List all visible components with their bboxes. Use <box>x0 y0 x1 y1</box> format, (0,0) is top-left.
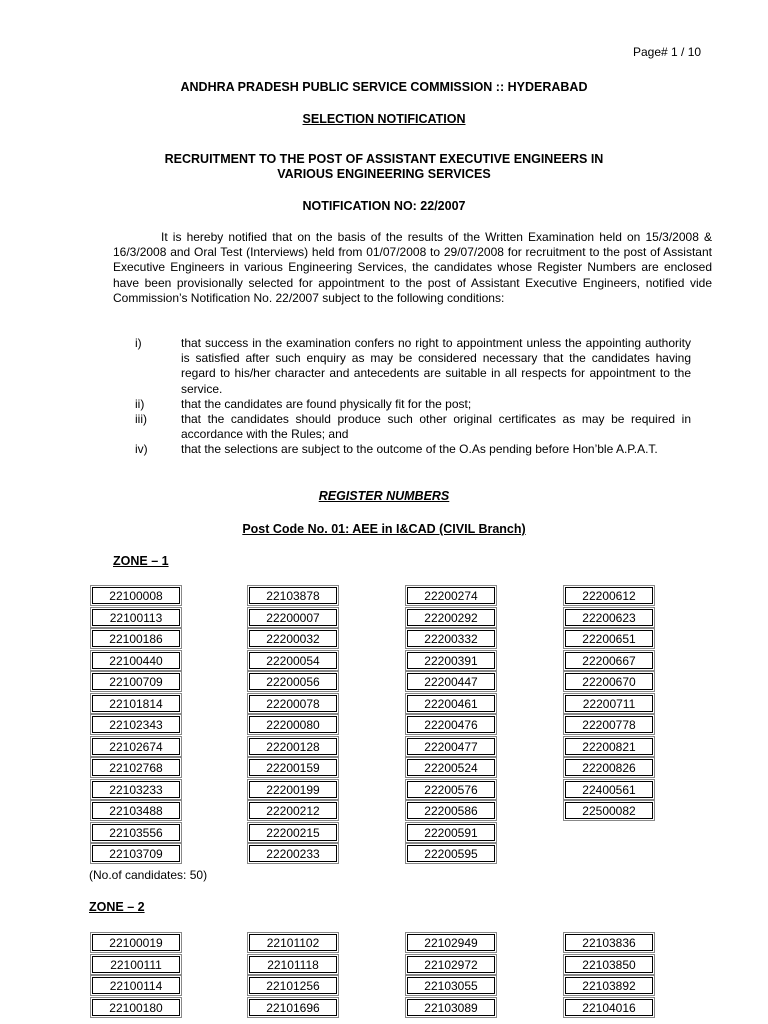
register-number-cell: 22103488 <box>92 802 180 819</box>
register-number-cell: 22103709 <box>92 845 180 862</box>
register-number-cell: 22200826 <box>565 759 653 776</box>
register-number-cell: 22103878 <box>249 587 337 604</box>
register-number-cell: 22200332 <box>407 630 495 647</box>
register-number-cell: 22200476 <box>407 716 495 733</box>
register-number-cell: 22200212 <box>249 802 337 819</box>
register-number-cell: 22100113 <box>92 609 180 626</box>
register-number-cell: 22200215 <box>249 824 337 841</box>
notification-number: NOTIFICATION NO: 22/2007 <box>302 199 466 213</box>
condition-number: i) <box>135 336 142 350</box>
condition-number: ii) <box>135 397 145 411</box>
register-numbers-heading: REGISTER NUMBERS <box>318 489 450 503</box>
register-number-cell: 22200391 <box>407 652 495 669</box>
register-number-cell: 22101814 <box>92 695 180 712</box>
register-number-cell: 22200591 <box>407 824 495 841</box>
register-number-cell: 22100180 <box>92 999 180 1016</box>
register-number-cell: 22100019 <box>92 934 180 951</box>
candidate-count-note: (No.of candidates: 50) <box>89 868 208 882</box>
register-number-cell: 22200524 <box>407 759 495 776</box>
register-number-cell: 22103233 <box>92 781 180 798</box>
condition-text: that the candidates are found physically fit for the post; <box>181 397 472 411</box>
register-number-cell: 22200623 <box>565 609 653 626</box>
register-number-cell: 22100008 <box>92 587 180 604</box>
register-number-cell: 22200080 <box>249 716 337 733</box>
register-number-cell: 22102972 <box>407 956 495 973</box>
register-number-cell: 22103836 <box>565 934 653 951</box>
condition-text: that the candidates should produce such other original certificates as may be required in accordance with the Rules; and <box>181 412 691 442</box>
register-number-cell: 22200292 <box>407 609 495 626</box>
register-number-cell: 22200032 <box>249 630 337 647</box>
register-number-cell: 22200612 <box>565 587 653 604</box>
intro-paragraph: It is hereby notified that on the basis of the results of the Written Examination held on 15/3/2008 & 16/3/2008 and Oral Test (Interviews) held from 01/07/2008 to 29/07/2008 for recruitment to the post of Assistant Executive Engineers in various Engineering Services, the candidates whose Register Numbers are enclosed have been provisionally selected for appointment to the post of Assistant Executive Engineers, notified vide Commission’s Notification No. 22/2007 subject to the following conditions: <box>113 230 712 305</box>
register-number-cell: 22100114 <box>92 977 180 994</box>
register-number-cell: 22200586 <box>407 802 495 819</box>
register-number-cell: 22200056 <box>249 673 337 690</box>
register-number-cell: 22400561 <box>565 781 653 798</box>
page-number: Page# 1 / 10 <box>633 45 702 59</box>
register-number-cell: 22101118 <box>249 956 337 973</box>
register-number-cell: 22200595 <box>407 845 495 862</box>
condition-text: that success in the examination confers no right to appointment unless the appointing authority is satisfied after such enquiry as may be considered necessary that the candidates having regard to his/her character and antecedents are suitable in all respects for appointment to the service. <box>181 336 691 396</box>
register-number-cell: 22101696 <box>249 999 337 1016</box>
condition-text: that the selections are subject to the outcome of the O.As pending before Hon’ble A.P.A.T. <box>181 442 658 456</box>
register-number-cell: 22200778 <box>565 716 653 733</box>
register-number-cell: 22200461 <box>407 695 495 712</box>
register-number-cell: 22100440 <box>92 652 180 669</box>
organization-title: ANDHRA PRADESH PUBLIC SERVICE COMMISSION :: HYDERABAD <box>180 80 588 94</box>
register-number-cell: 22200274 <box>407 587 495 604</box>
register-number-cell: 22200078 <box>249 695 337 712</box>
register-number-cell: 22200711 <box>565 695 653 712</box>
subject-line-2: VARIOUS ENGINEERING SERVICES <box>277 167 491 181</box>
register-number-cell: 22200054 <box>249 652 337 669</box>
register-number-cell: 22500082 <box>565 802 653 819</box>
register-number-cell: 22200128 <box>249 738 337 755</box>
register-number-cell: 22104016 <box>565 999 653 1016</box>
condition-number: iii) <box>135 412 147 426</box>
register-number-cell: 22101256 <box>249 977 337 994</box>
register-number-cell: 22200007 <box>249 609 337 626</box>
register-number-cell: 22200670 <box>565 673 653 690</box>
register-number-cell: 22102343 <box>92 716 180 733</box>
register-number-cell: 22100111 <box>92 956 180 973</box>
register-number-cell: 22200576 <box>407 781 495 798</box>
register-number-cell: 22200651 <box>565 630 653 647</box>
register-number-cell: 22103850 <box>565 956 653 973</box>
register-number-cell: 22200199 <box>249 781 337 798</box>
register-number-cell: 22102949 <box>407 934 495 951</box>
register-number-cell: 22200447 <box>407 673 495 690</box>
register-number-cell: 22200667 <box>565 652 653 669</box>
register-number-cell: 22102768 <box>92 759 180 776</box>
zone-2-label: ZONE – 2 <box>89 900 145 914</box>
register-number-cell: 22200233 <box>249 845 337 862</box>
post-code-heading: Post Code No. 01: AEE in I&CAD (CIVIL Branch) <box>242 522 526 536</box>
subject-line-1: RECRUITMENT TO THE POST OF ASSISTANT EXECUTIVE ENGINEERS IN <box>164 152 604 166</box>
register-number-cell: 22103089 <box>407 999 495 1016</box>
zone-1-label: ZONE – 1 <box>113 554 169 568</box>
register-number-cell: 22102674 <box>92 738 180 755</box>
condition-number: iv) <box>135 442 148 456</box>
document-type: SELECTION NOTIFICATION <box>302 112 466 126</box>
register-number-cell: 22200159 <box>249 759 337 776</box>
register-number-cell: 22200477 <box>407 738 495 755</box>
register-number-cell: 22100186 <box>92 630 180 647</box>
register-number-cell: 22103055 <box>407 977 495 994</box>
register-number-cell: 22103556 <box>92 824 180 841</box>
register-number-cell: 22101102 <box>249 934 337 951</box>
register-number-cell: 22100709 <box>92 673 180 690</box>
register-number-cell: 22200821 <box>565 738 653 755</box>
register-number-cell: 22103892 <box>565 977 653 994</box>
